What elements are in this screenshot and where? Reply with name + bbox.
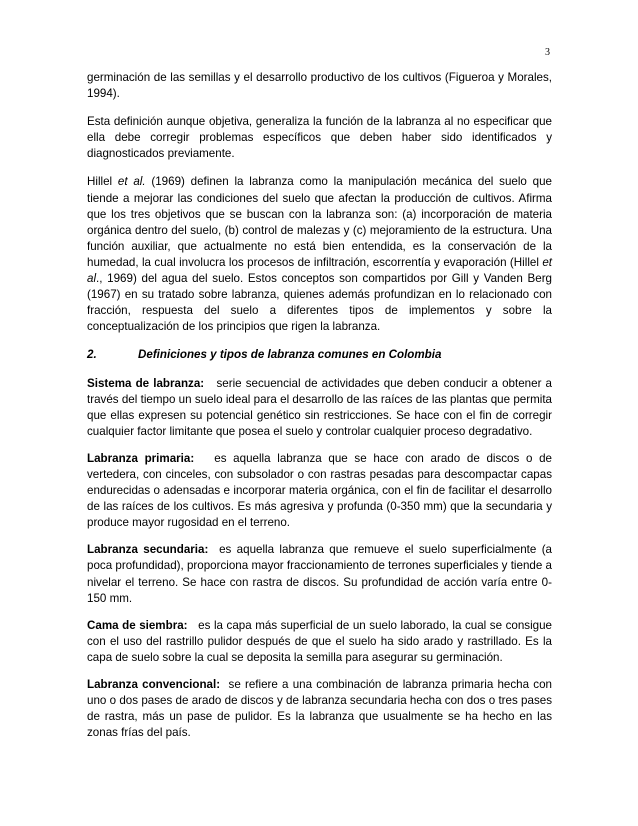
definition-term: Labranza secundaria: <box>87 543 209 557</box>
hillel-text-c: ., 1969) del agua del suelo. Estos conceptos son compartidos por Gill y Vanden Berg (1967) en su tratado sobre labranza, quienes además profundizan en lo relacionado con fracción, respuesta del suelo a diferentes tipos de implementos y sobre la conceptualización de los principios que rigen la labranza. <box>87 272 552 334</box>
section-number: 2. <box>87 348 97 362</box>
paragraph-definition-critique: Esta definición aunque objetiva, generaliza la función de la labranza al no especificar que ella debe corregir problemas específicos que deben haber sido identificados y diagnosticados previamente. <box>87 115 552 161</box>
definition-text: serie secuencial de actividades que deben conducir a obtener a través del tiempo un suelo ideal para el desarrollo de las raíces de las plantas que permita que ellas expresen su potencial genético sin restricciones. Se hace con el fin de corregir cualquier factor limitante que posea el suelo y controlar cualquier proceso degradativo. <box>87 376 552 438</box>
hillel-text-a: Hillel <box>87 175 118 189</box>
definition-text: es aquella labranza que se hace con arado de discos o de vertedera, con cinceles, con subsolador o con rastras pesadas para descompactar capas endurecidas o adensadas e incorporar materia orgánica, con el fin de facilitar el desarrollo de las raíces de los cultivos. Es más agresiva y profunda (0-350 mm) que la secundaria y produce mayor rugosidad en el terreno. <box>87 451 553 530</box>
page-number: 3 <box>545 47 550 58</box>
definition-cama-de-siembra <box>87 618 552 666</box>
definition-term: Cama de siembra: <box>87 618 188 632</box>
hillel-et-al-1: et al. <box>117 175 146 189</box>
definition-sistema-de-labranza <box>87 376 552 440</box>
definition-labranza-primaria <box>87 451 552 531</box>
document-body <box>87 70 552 752</box>
hillel-et-al-2: et al <box>87 255 552 286</box>
definition-term: Labranza primaria: <box>87 451 195 465</box>
definition-labranza-convencional <box>87 677 552 741</box>
definition-text: se refiere a una combinación de labranza primaria hecha con uno o dos pases de arado de discos y de labranza secundaria hecha con dos o tres pases de rastra, más un pase de pulidor. Es la labranza que usualmente se ha hecho en las zonas frías del país. <box>87 678 552 740</box>
definition-term: Sistema de labranza: <box>87 376 205 390</box>
section-title: Definiciones y tipos de labranza comunes en Colombia <box>138 348 442 362</box>
definition-text: es la capa más superficial de un suelo laborado, la cual se consigue con el uso del rastrillo pulidor después de que el suelo ha sido arado y rastrillado. Es la capa de suelo sobre la cual se deposita la semilla para asegurar su germinación. <box>87 618 552 664</box>
definition-text: es aquella labranza que remueve el suelo superficialmente (a poca profundidad), proporciona mayor fraccionamiento de terrones superficiales y tiende a nivelar el terreno. Se hace con rastra de discos. Su profundidad de acción varía entre 0-150 mm. <box>87 543 552 605</box>
hillel-text-b: (1969) definen la labranza como la manipulación mecánica del suelo que tiende a mejorar las condiciones del suelo que afectan la producción de cultivos. Afirma que los tres objetivos que se buscan con la labranza son: (a) incorporación de materia orgánica dentro del suelo, (b) control de malezas y (c) mejoramiento de la estructura. Una función auxiliar, que actualmente no está bien entendida, es la conservación de la humedad, la cual involucra los procesos de infiltración, escorrentía y evaporación (Hillel <box>87 175 552 269</box>
definition-term: Labranza convencional: <box>87 678 221 691</box>
section-heading <box>87 347 552 363</box>
definition-labranza-secundaria <box>87 542 552 606</box>
paragraph-hillel <box>87 174 552 335</box>
paragraph-germination: germinación de las semillas y el desarrollo productivo de los cultivos (Figueroa y Morales, 1994). <box>87 71 552 101</box>
